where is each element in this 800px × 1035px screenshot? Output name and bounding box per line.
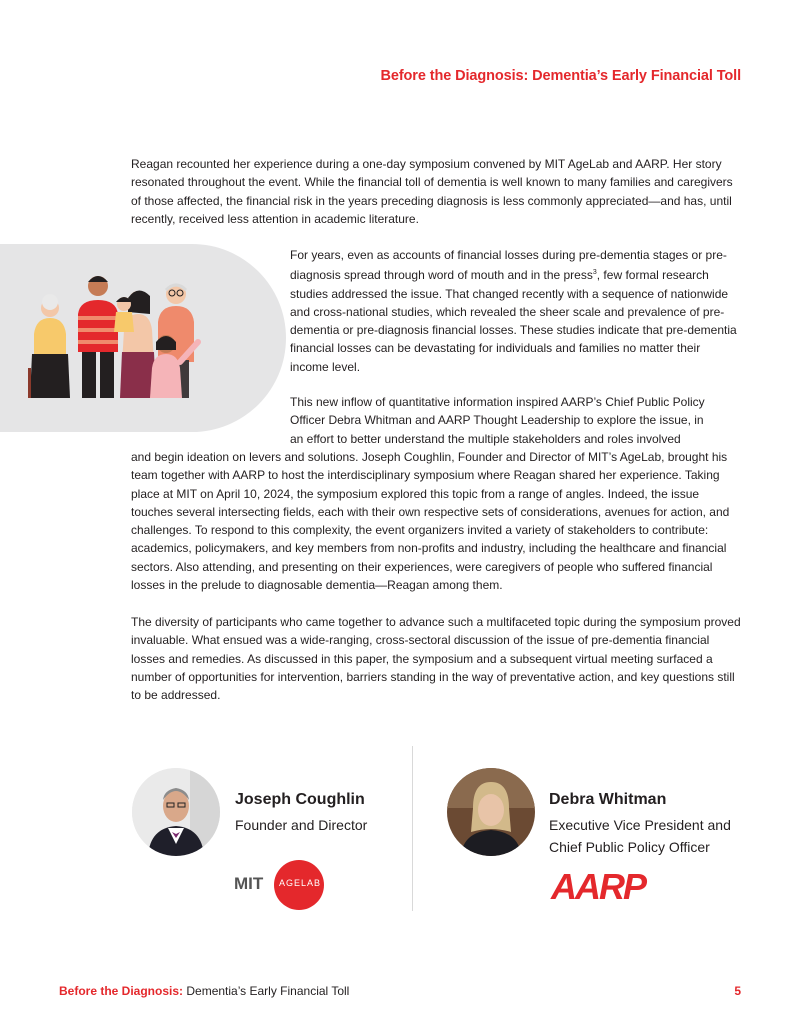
footer-title-bold: Before the Diagnosis: <box>59 984 184 998</box>
paragraph-2 <box>290 246 740 376</box>
mit-text: MIT <box>234 874 264 893</box>
divider <box>412 746 413 911</box>
paragraph-4: The diversity of participants who came together to advance such a multifaceted topic during the symposium proved invaluable. What ensued was a wide-ranging, cross-sectoral discussion of the issue of pre-dementia financial losses and remedies. As discussed in this paper, the symposium and a subsequent virtual meeting surfaced a number of opportunities for intervention, barriers standing in the way of preventative action, and key questions still to be addressed. <box>131 615 741 703</box>
footnote-ref: 3 <box>592 269 597 277</box>
paragraph-1: Reagan recounted her experience during a one-day symposium convened by MIT AgeLab and AARP. Her story resonated throughout the event. While the financial toll of dementia is well known to many families and caregivers of those affected, the financial risk in the years preceding diagnosis is less commonly appreciated—and has, until recently, received less attention in academic literature. <box>131 157 733 226</box>
aarp-logo <box>551 866 645 908</box>
footer-title-rest: Dementia’s Early Financial Toll <box>183 984 350 998</box>
paragraph-3-line: Officer Debra Whitman and AARP Thought Leadership to explore the issue, in <box>290 413 704 428</box>
aarp-text: AARP <box>551 866 646 907</box>
paragraph-2-text-a: For years, even as accounts of financial losses during pre-dementia stages or pre-diagnosis spread through word of mouth and in the press <box>290 248 727 283</box>
person-role-coughlin: Founder and Director <box>235 817 368 833</box>
person-role-whitman <box>549 814 731 858</box>
role-line: Chief Public Policy Officer <box>549 839 710 855</box>
paragraph-3-continued: and begin ideation on levers and solutions. Joseph Coughlin, Founder and Director of MIT’s AgeLab, brought his team together with AARP to host the interdisciplinary symposium where Reagan shared her experience. Taking place at MIT on April 10, 2024, the symposium explored this topic from a range of angles. Indeed, the issue touches several intersecting fields, each with their own respective sets of considerations, avenues for action, and challenges. To respond to this complexity, the event organizers invited a variety of stakeholders to contribute: academics, policymakers, and key members from non-profits and industry, including the healthcare and financial sectors. Also attending, and presenting on their experiences, were caregivers of people who suffered financial losses in the prelude to diagnosable dementia—Reagan among them. <box>131 450 730 593</box>
role-line: Executive Vice President and <box>549 817 731 833</box>
page-number: 5 <box>734 984 741 998</box>
agelab-text: AGELAB <box>279 878 322 888</box>
person-name-whitman: Debra Whitman <box>549 791 667 808</box>
paragraph-3-line: This new inflow of quantitative information inspired AARP’s Chief Public Policy <box>290 395 705 409</box>
footer-title <box>59 984 349 998</box>
paragraph-2-text-b: , few formal research studies addressed the issue. That changed recently with a sequence of nationwide and cross-national studies, which revealed the sheer scale and prevalence of pre-dementia or pre-diagnosis financial losses. These studies indicate that pre-dementia financial losses can be devastating for individuals and families no matter their income level. <box>290 268 737 374</box>
mit-agelab-logo <box>232 860 324 910</box>
paragraph-3-line: an effort to better understand the multiple stakeholders and roles involved <box>290 431 681 446</box>
family-illustration <box>22 272 232 402</box>
agelab-circle <box>274 860 324 910</box>
debra-whitman-photo <box>447 768 535 856</box>
joseph-coughlin-photo <box>132 768 220 856</box>
page-header-title: Before the Diagnosis: Dementia’s Early Financial Toll <box>380 68 741 84</box>
paragraph-3-intro <box>290 393 740 448</box>
person-name-coughlin: Joseph Coughlin <box>235 791 365 808</box>
